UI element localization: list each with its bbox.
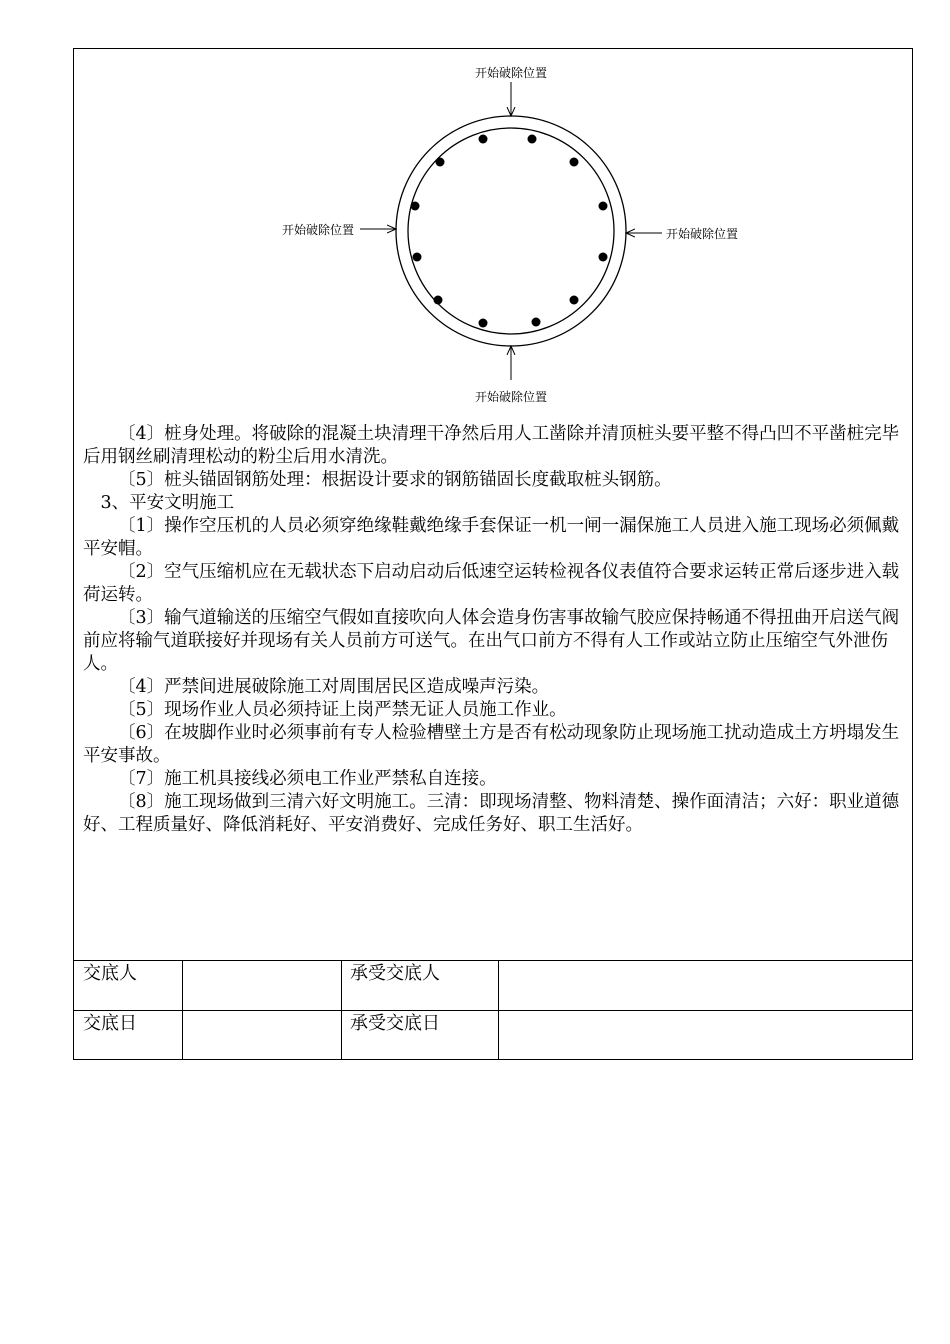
rebar-dot (599, 202, 608, 211)
safety-item-7: 〔7〕施工机具接线必须电工作业严禁私自连接。 (118, 769, 497, 789)
sign-table-top-border (74, 960, 912, 961)
body-text (83, 423, 907, 837)
sign-table-row-divider (74, 1010, 912, 1011)
rebar-dot (528, 135, 537, 144)
label-right: 开始破除位置 (666, 227, 739, 241)
safety-item-6: 〔6〕在坡脚作业时必须事前有专人检验槽壁土方是否有松动现象防止现场施工扰动造成土方坍塌发生平安事故。 (83, 723, 900, 766)
label-top: 开始破除位置 (474, 66, 548, 80)
rebar-dot (479, 135, 488, 144)
rebar-dots (411, 135, 608, 328)
rebar-dot (599, 253, 608, 262)
section-heading-safety: 3、平安文明施工 (100, 493, 235, 513)
paragraph-pile-body: 〔4〕桩身处理。将破除的混凝土块清理干净然后用人工凿除并清顶桩头要平整不得凸凹不平凿桩完毕后用钢丝刷清理松动的粉尘后用水清洗。 (83, 424, 900, 467)
rebar-dot (570, 158, 579, 167)
rebar-dot (411, 202, 420, 211)
safety-item-3: 〔3〕输气道输送的压缩空气假如直接吹向人体会造身伤害事故输气胶应保持畅通不得扭曲开启送气阀前应将输气道联接好并现场有关人员前方可送气。在出气口前方不得有人工作或站立防止压缩空气外泄伤人。 (83, 608, 900, 674)
rebar-dot (413, 253, 422, 262)
discloser-label: 交底人 (83, 963, 137, 984)
label-bottom: 开始破除位置 (474, 390, 548, 404)
receive-date-label: 承受交底日 (350, 1013, 440, 1034)
safety-item-4: 〔4〕严禁间进展破除施工对周围居民区造成噪声污染。 (118, 677, 550, 697)
label-left: 开始破除位置 (281, 223, 354, 237)
sign-table-col-divider (182, 961, 183, 1059)
disclosure-form (73, 48, 913, 1060)
sign-table-col-divider (341, 961, 342, 1059)
rebar-dot (434, 296, 443, 305)
pile-breaking-diagram (74, 49, 912, 459)
pile-outer-circle (396, 116, 626, 346)
rebar-dot (479, 319, 488, 328)
safety-item-8: 〔8〕施工现场做到三清六好文明施工。三清：即现场清整、物料清楚、操作面清洁；六好：职业道德好、工程质量好、降低消耗好、平安消费好、完成任务好、职工生活好。 (83, 792, 900, 835)
paragraph-anchor-rebar: 〔5〕桩头锚固钢筋处理：根据设计要求的钢筋锚固长度截取桩头钢筋。 (118, 470, 672, 490)
receiver-label: 承受交底人 (350, 963, 440, 984)
date-label: 交底日 (83, 1013, 137, 1034)
rebar-dot (532, 318, 541, 327)
safety-item-5: 〔5〕现场作业人员必须持证上岗严禁无证人员施工作业。 (118, 700, 567, 720)
rebar-dot (570, 296, 579, 305)
safety-item-2: 〔2〕空气压缩机应在无载状态下启动启动后低速空运转检视各仪表值符合要求运转正常后逐步进入载荷运转。 (83, 562, 900, 605)
safety-item-1: 〔1〕操作空压机的人员必须穿绝缘鞋戴绝缘手套保证一机一闸一漏保施工人员进入施工现场必须佩戴平安帽。 (83, 516, 900, 559)
rebar-dot (436, 158, 445, 167)
sign-table-col-divider (498, 961, 499, 1059)
